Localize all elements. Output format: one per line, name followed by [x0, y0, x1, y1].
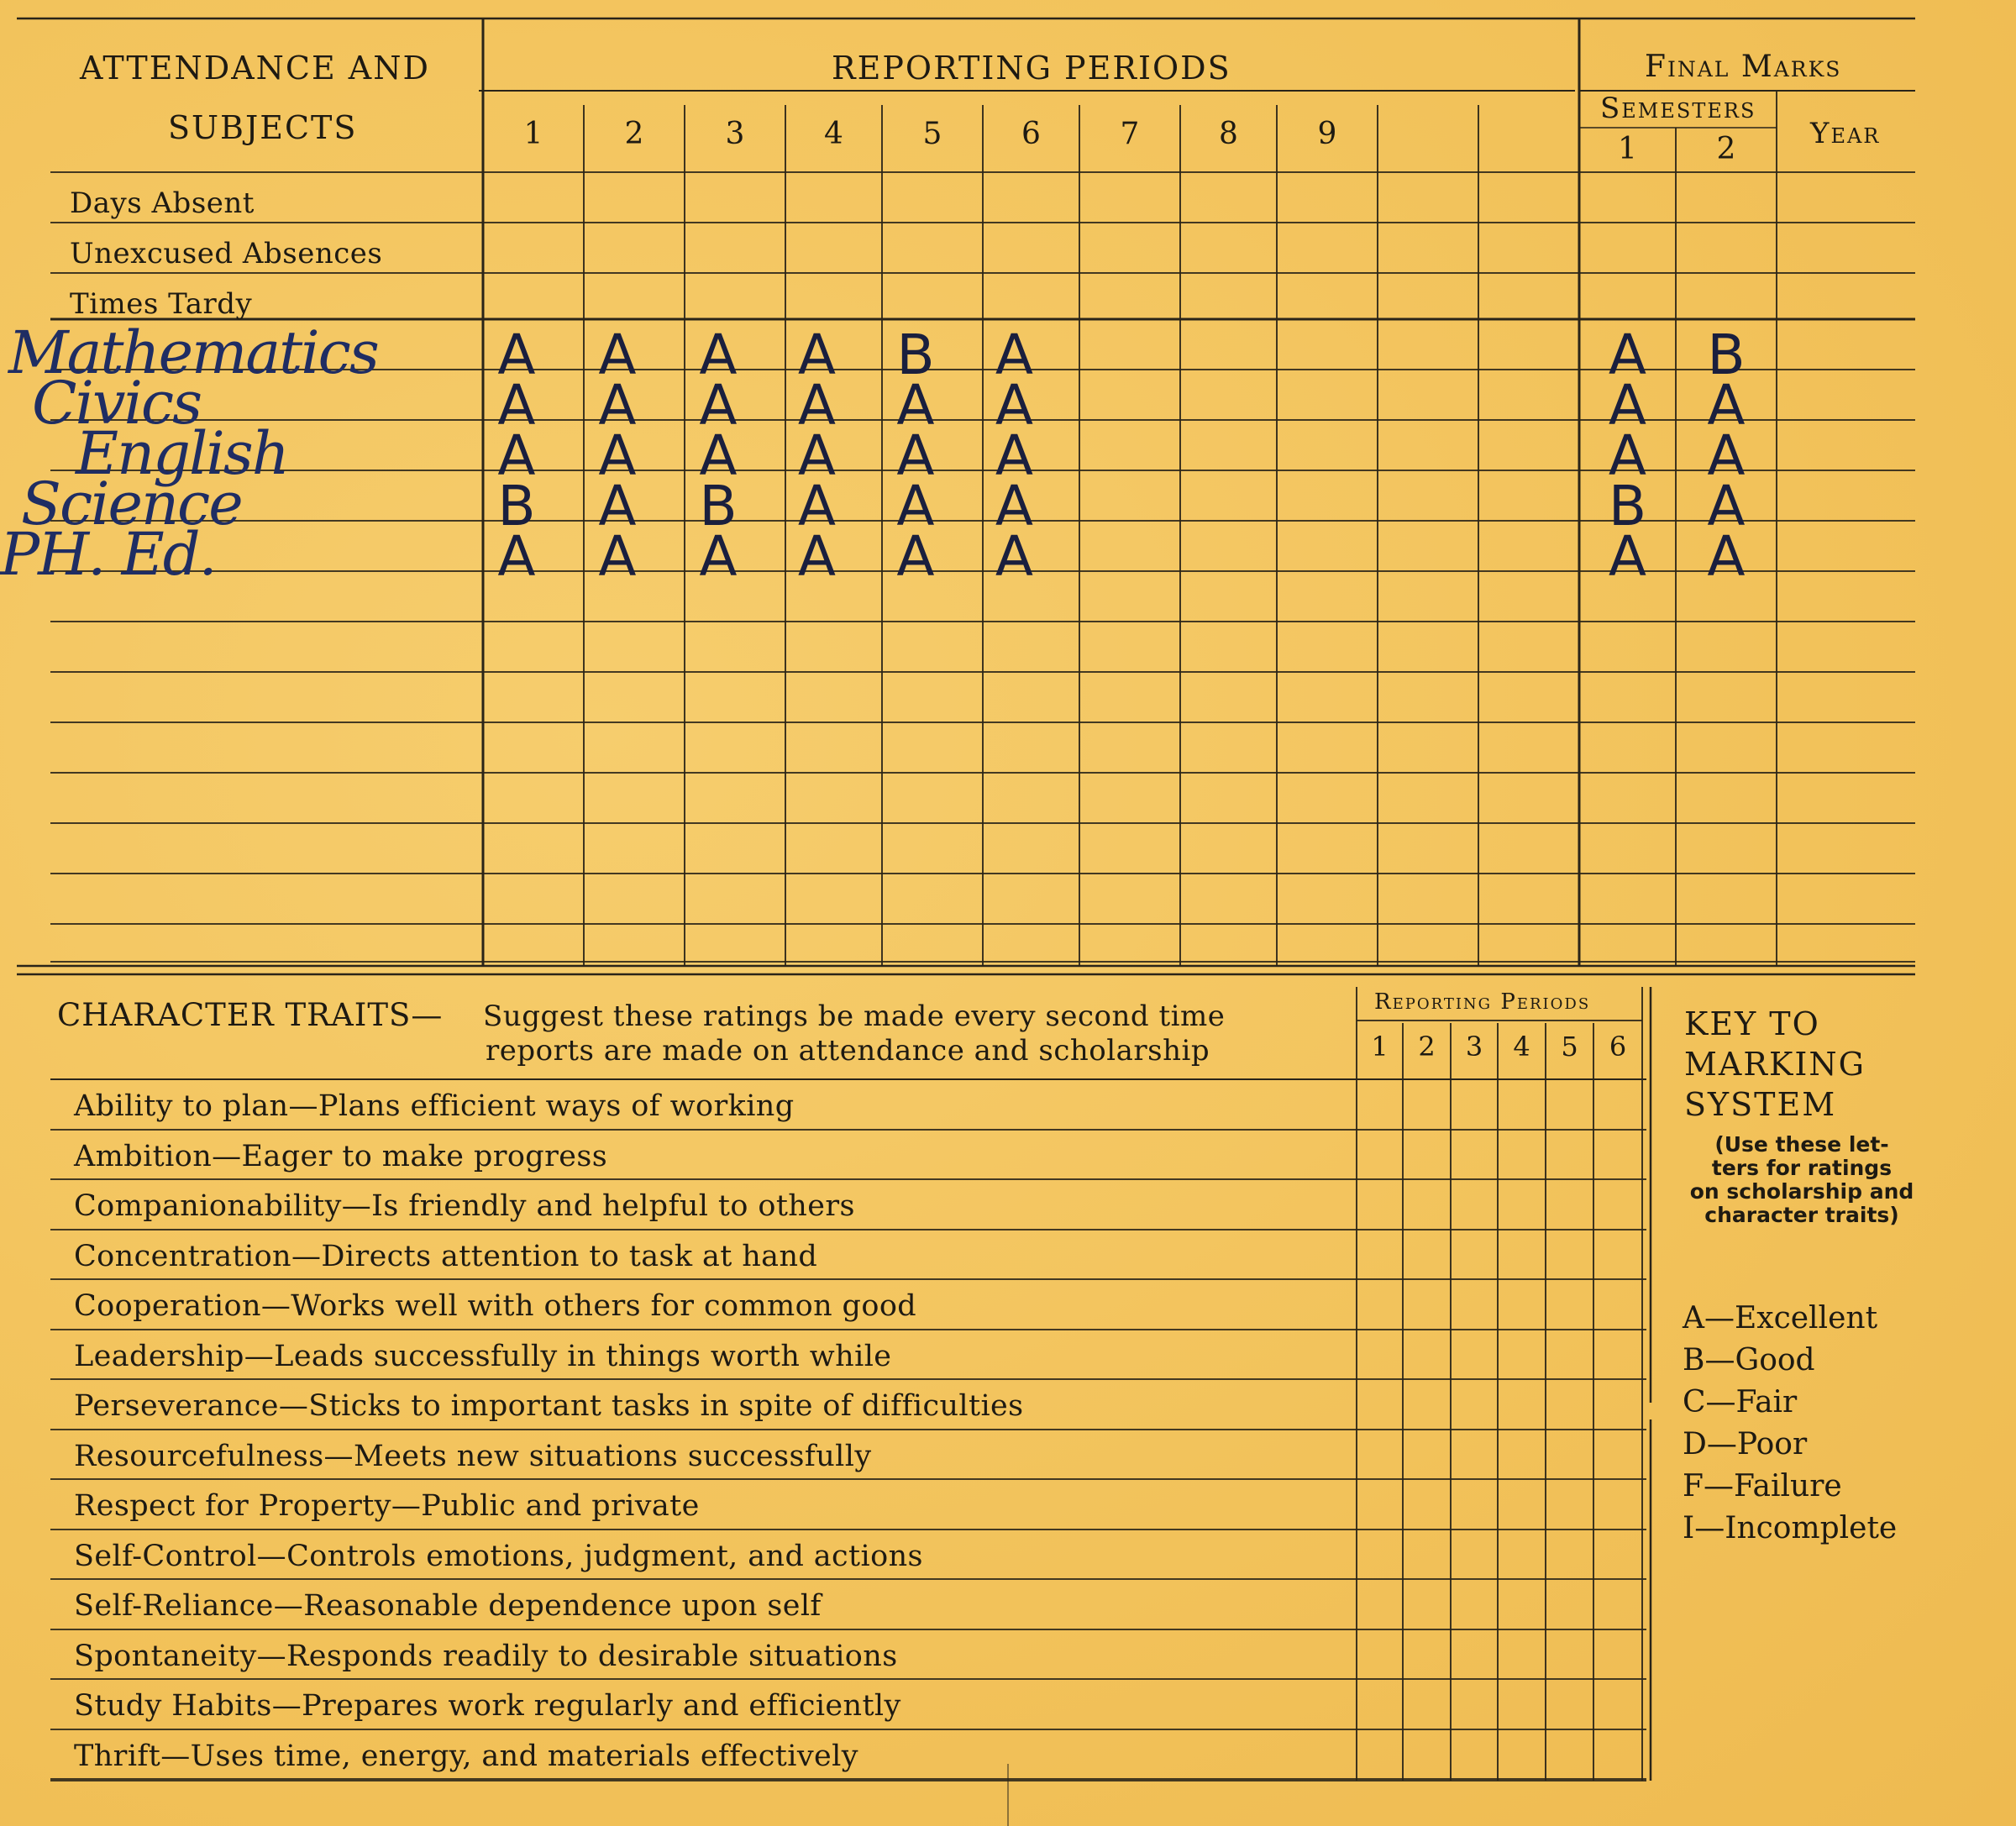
semesters-heading: Semesters [1600, 92, 1756, 125]
period-grade: A [598, 423, 637, 488]
character-trait-label: Concentration—Directs attention to task at hand [74, 1240, 818, 1273]
subject-name: Mathematics [8, 318, 378, 387]
character-traits-title: CHARACTER TRAITS— [57, 997, 444, 1033]
character-trait-label: Self-Control—Controls emotions, judgment, and actions [74, 1540, 923, 1573]
reporting-periods-heading: REPORTING PERIODS [832, 50, 1231, 87]
key-entry: I—Incomplete [1683, 1511, 1898, 1545]
period-grade: A [699, 524, 738, 589]
period-grade: A [699, 423, 738, 488]
character-trait-label: Ambition—Eager to make progress [74, 1140, 608, 1173]
character-period-number-1: 1 [1371, 1031, 1389, 1063]
semester-grade: A [1608, 524, 1647, 589]
period-grade: A [497, 423, 536, 488]
period-number-5: 5 [922, 117, 942, 151]
character-trait-label: Resourcefulness—Meets new situations successfully [74, 1440, 872, 1473]
semester-grade: A [1707, 524, 1746, 589]
key-note-line: (Use these let- [1714, 1132, 1889, 1157]
period-number-4: 4 [824, 117, 843, 151]
character-traits-note-2: reports are made on attendance and scholarship [486, 1034, 1210, 1068]
character-trait-label: Respect for Property—Public and private [74, 1489, 700, 1523]
period-grade: A [699, 323, 738, 387]
period-grade: A [896, 373, 935, 438]
character-reporting-periods-heading: Reporting Periods [1374, 989, 1591, 1015]
period-number-9: 9 [1317, 117, 1337, 151]
subject-name: PH. Ed. [0, 520, 216, 589]
character-trait-label: Study Habits—Prepares work regularly and efficiently [74, 1689, 901, 1723]
year-heading: Year [1810, 117, 1881, 150]
period-grade: A [896, 524, 935, 589]
period-grade: A [797, 373, 837, 438]
semester-grade: A [1707, 373, 1746, 438]
period-number-2: 2 [624, 117, 644, 151]
period-grade: A [497, 323, 536, 387]
character-period-number-6: 6 [1609, 1031, 1627, 1063]
period-grade: A [497, 524, 536, 589]
character-trait-label: Companionability—Is friendly and helpful to others [74, 1189, 855, 1223]
key-title-line: MARKING [1684, 1046, 1866, 1083]
subject-name: Civics [32, 369, 202, 438]
semester-number-1: 1 [1618, 132, 1637, 166]
period-number-7: 7 [1120, 117, 1140, 151]
character-traits-note-1: Suggest these ratings be made every second time [483, 1000, 1226, 1033]
key-title-line: SYSTEM [1684, 1086, 1837, 1123]
period-grade: A [598, 323, 637, 387]
period-grade: A [797, 423, 837, 488]
key-note-line: character traits) [1704, 1203, 1899, 1227]
period-grade: A [598, 373, 637, 438]
period-number-3: 3 [725, 117, 745, 151]
period-grade: A [497, 373, 536, 438]
key-entry: C—Fair [1683, 1385, 1798, 1419]
semester-grade: A [1608, 323, 1647, 387]
key-entry: F—Failure [1683, 1469, 1842, 1503]
final-marks-heading: Final Marks [1645, 50, 1842, 84]
semester-grade: A [1608, 373, 1647, 438]
period-number-1: 1 [523, 117, 543, 151]
character-trait-label: Spontaneity—Responds readily to desirable situations [74, 1640, 898, 1673]
period-grade: A [995, 373, 1034, 438]
character-period-number-3: 3 [1465, 1031, 1483, 1063]
semester-grade: B [1707, 323, 1746, 387]
period-grade: A [797, 524, 837, 589]
period-grade: A [995, 423, 1034, 488]
key-note-line: ters for ratings [1711, 1156, 1893, 1180]
key-entry: B—Good [1683, 1343, 1815, 1377]
period-grade: B [497, 474, 536, 538]
period-grade: A [896, 423, 935, 488]
period-grade: A [995, 323, 1034, 387]
character-trait-label: Leadership—Leads successfully in things worth while [74, 1340, 892, 1373]
character-period-number-4: 4 [1513, 1031, 1530, 1063]
character-trait-label: Self-Reliance—Reasonable dependence upon self [74, 1589, 822, 1623]
semester-grade: A [1707, 423, 1746, 488]
period-grade: A [699, 373, 738, 438]
semester-grade: A [1707, 474, 1746, 538]
period-grade: A [995, 524, 1034, 589]
period-grade: A [995, 474, 1034, 538]
subject-name: English [76, 419, 288, 488]
period-grade: A [896, 474, 935, 538]
semester-number-2: 2 [1716, 132, 1736, 166]
attendance-subjects-heading-2: SUBJECTS [168, 109, 358, 146]
character-period-number-5: 5 [1561, 1031, 1578, 1063]
period-grade: B [699, 474, 738, 538]
character-trait-label: Ability to plan—Plans efficient ways of working [74, 1089, 795, 1123]
key-note-line: on scholarship and [1689, 1179, 1914, 1204]
period-grade: A [598, 524, 637, 589]
attendance-row-label: Unexcused Absences [70, 237, 383, 270]
character-trait-label: Thrift—Uses time, energy, and materials effectively [74, 1739, 858, 1773]
character-trait-label: Cooperation—Works well with others for common good [74, 1289, 917, 1323]
period-grade: B [896, 323, 935, 387]
period-number-8: 8 [1219, 117, 1238, 151]
semester-grade: B [1608, 474, 1647, 538]
character-trait-label: Perseverance—Sticks to important tasks in spite of difficulties [74, 1389, 1024, 1423]
period-grade: A [797, 474, 837, 538]
period-number-6: 6 [1021, 117, 1041, 151]
semester-grade: A [1608, 423, 1647, 488]
period-grade: A [598, 474, 637, 538]
attendance-row-label: Times Tardy [70, 287, 253, 321]
character-period-number-2: 2 [1418, 1031, 1436, 1063]
key-title-line: KEY TO [1684, 1005, 1820, 1042]
key-entry: A—Excellent [1683, 1301, 1878, 1335]
period-grade: A [797, 323, 837, 387]
attendance-subjects-heading-1: ATTENDANCE AND [80, 50, 430, 87]
attendance-row-label: Days Absent [70, 186, 255, 220]
key-entry: D—Poor [1683, 1427, 1808, 1461]
subject-name: Science [21, 470, 242, 538]
